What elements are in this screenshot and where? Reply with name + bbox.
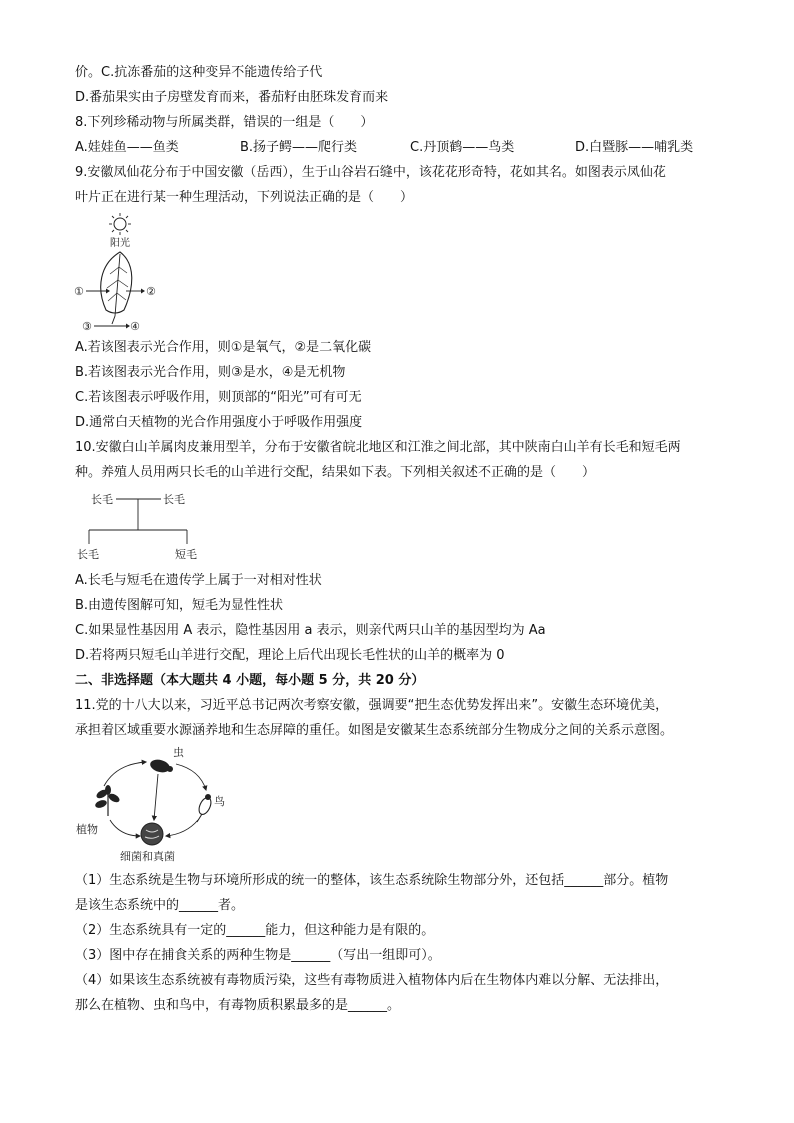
q10-option-d: D.若将两只短毛山羊进行交配，理论上后代出现长毛性状的山羊的概率为 0 [75, 648, 505, 663]
decomposer-label: 细菌和真菌 [120, 850, 175, 863]
q11-sub2: （2）生态系统具有一定的______能力，但这种能力是有限的。 [75, 923, 435, 938]
q11-sub4-line2: 那么在植物、虫和鸟中，有毒物质积累最多的是______。 [75, 998, 401, 1013]
q9-stem-line2: 叶片正在进行某一种生理活动，下列说法正确的是（ ） [75, 190, 414, 205]
q9-option-c: C.若该图表示呼吸作用，则顶部的“阳光”可有可无 [75, 390, 362, 405]
q11-sub1-line2: 是该生态系统中的______者。 [75, 898, 245, 913]
bird-label: 鸟 [214, 795, 225, 808]
sun-label: 阳光 [110, 238, 130, 249]
q11-sub3: （3）图中存在捕食关系的两种生物是______（写出一组即可）。 [75, 948, 441, 963]
q10-stem-line1: 10.安徽白山羊属肉皮兼用型羊，分布于安徽省皖北地区和江淮之间北部，其中陕南白山羊有长毛和短毛两 [75, 440, 681, 455]
pedigree-child2: 短毛 [175, 548, 197, 561]
q11-stem-line2: 承担着区域重要水源涵养地和生态屏障的重任。如图是安徽某生态系统部分生物成分之间的关系示意图。 [75, 723, 674, 738]
q10-pedigree-figure [75, 488, 215, 566]
plant-label: 植物 [76, 823, 98, 836]
plant-icon [94, 785, 121, 816]
bird-icon [197, 794, 214, 822]
q11-sub4-line1: （4）如果该生态系统被有毒物质污染，这些有毒物质进入植物体内后在生物体内难以分解、无法排出， [75, 973, 669, 988]
pedigree-parent2: 长毛 [163, 493, 185, 506]
q11-ecosystem-figure [70, 742, 245, 868]
q10-option-a: A.长毛与短毛在遗传学上属于一对相对性状 [75, 573, 322, 588]
q10-stem-line2: 种。养殖人员用两只长毛的山羊进行交配，结果如下表。下列相关叙述不正确的是（ ） [75, 465, 596, 480]
insect-icon [149, 758, 173, 775]
q8-option-b: B.扬子鳄——爬行类 [240, 140, 358, 155]
q8-option-c: C.丹顶鹤——鸟类 [410, 140, 515, 155]
q11-sub1-line1: （1）生态系统是生物与环境所形成的统一的整体，该生态系统除生物部分外，还包括______部分。植物 [75, 873, 669, 888]
pedigree-parent1: 长毛 [91, 493, 113, 506]
q9-option-b: B.若该图表示光合作用，则③是水，④是无机物 [75, 365, 346, 380]
q9-option-a: A.若该图表示光合作用，则①是氧气，②是二氧化碳 [75, 340, 372, 355]
pedigree-child1: 长毛 [77, 548, 99, 561]
bacteria-fungi-icon [141, 823, 163, 845]
label-4: ④ [130, 320, 140, 333]
q8-option-d: D.白暨豚——哺乳类 [575, 140, 694, 155]
label-2: ② [146, 285, 156, 298]
q10-option-c: C.如果显性基因用 A 表示，隐性基因用 a 表示，则亲代两只山羊的基因型均为 Aa [75, 623, 546, 638]
q8-option-a: A.娃娃鱼——鱼类 [75, 140, 179, 155]
section-heading: 二、非选择题（本大题共 4 小题，每小题 5 分，共 20 分） [75, 673, 425, 688]
leaf-icon [101, 252, 132, 324]
label-3: ③ [82, 320, 92, 333]
q9-option-d: D.通常白天植物的光合作用强度小于呼吸作用强度 [75, 415, 363, 430]
q10-option-b: B.由遗传图解可知，短毛为显性性状 [75, 598, 284, 613]
q9-leaf-figure [70, 212, 160, 334]
insect-label: 虫 [173, 746, 184, 759]
q9-stem-line1: 9.安徽凤仙花分布于中国安徽（岳西），生于山谷岩石缝中，该花花形奇特，花如其名。如图表示凤仙花 [75, 165, 666, 180]
q7-option-c-continuation: 价。C.抗冻番茄的这种变异不能遗传给子代 [75, 65, 323, 80]
label-1: ① [74, 285, 84, 298]
q7-option-d: D.番茄果实由子房壁发育而来，番茄籽由胚珠发育而来 [75, 90, 389, 105]
sun-icon [109, 213, 131, 235]
q8-stem: 8.下列珍稀动物与所属类群，错误的一组是（ ） [75, 115, 374, 130]
q11-stem-line1: 11.党的十八大以来，习近平总书记两次考察安徽，强调要“把生态优势发挥出来”。安徽生态环境优美， [75, 698, 669, 713]
